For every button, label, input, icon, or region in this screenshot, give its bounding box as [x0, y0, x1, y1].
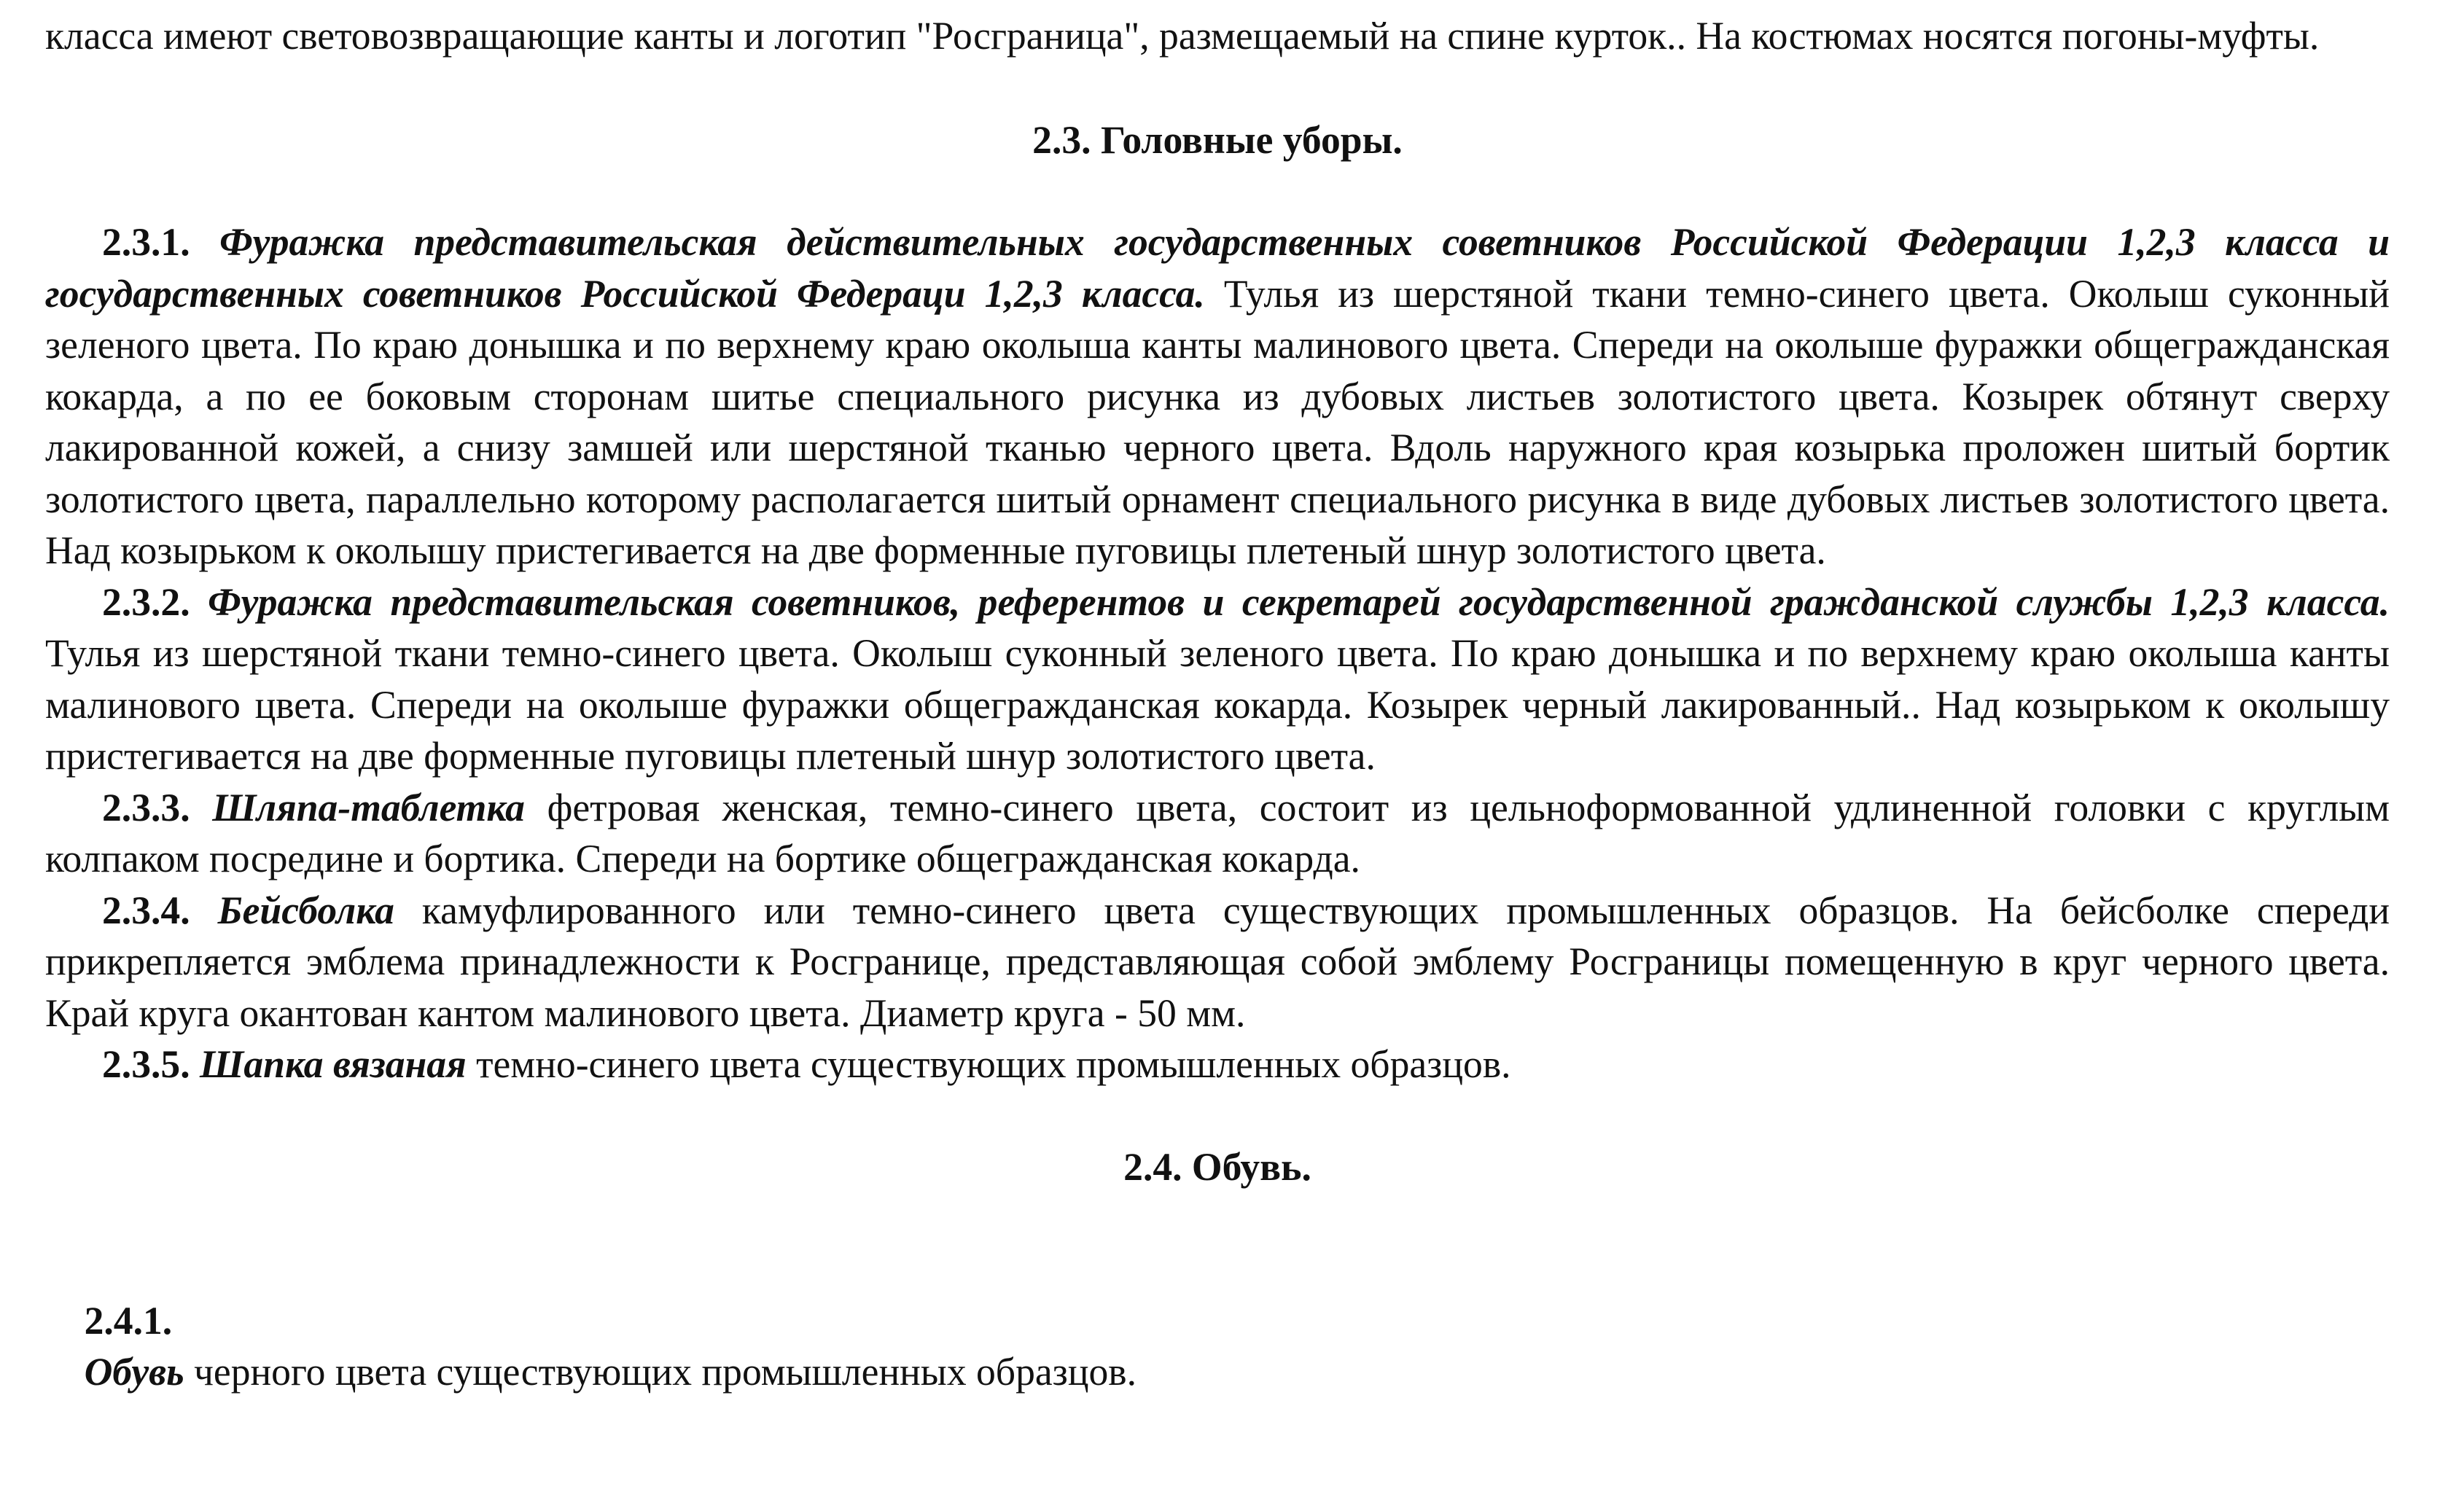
clause-number: 2.3.1. — [102, 220, 190, 264]
paragraph-2-3-3 — [45, 782, 2390, 885]
clause-text: фетровая женская, темно-синего цвета, состоит из цельноформованной удлиненной головки с круглым колпаком посредине и бортика. Спереди на бортике общегражданская кокарда. — [45, 785, 2390, 880]
section-heading-2-4: 2.4. Обувь. — [1123, 1144, 1311, 1189]
clause-number: 2.3.3. — [102, 785, 190, 829]
paragraph-2-3-2 — [45, 577, 2390, 782]
clause-text: Тулья из шерстяной ткани темно-синего цвета. Околыш суконный зеленого цвета. По краю донышка и по верхнему краю околыша канты малинового цвета. Спереди на околыше фуражки общегражданская кокарда. Козырек черный лакированный.. Над козырьком к околышу пристегивается на две форменные пуговицы плетеный шнур золотистого цвета. — [45, 631, 2390, 778]
clause-title: Фуражка представительская советников, референтов и секретарей государственной гражданской службы 1,2,3 класса. — [208, 579, 2390, 624]
clause-text: камуфлированного или темно-синего цвета существующих промышленных образцов. На бейсболке спереди прикрепляется эмблема принадлежности к Росгранице, представляющая собой эмблему Росграницы помещенную в круг черного цвета. Край круга окантован кантом малинового цвета. Диаметр круга - 50 мм. — [45, 888, 2390, 1035]
clause-number: 2.3.4. — [102, 888, 190, 932]
clause-text: темно-синего цвета существующих промышленных образцов. — [476, 1042, 1511, 1086]
clause-title: Бейсболка — [217, 888, 394, 932]
clause-title: Фуражка представительская действительных государственных советников Российской Федерации 1,2,3 класса и государственных советников Российской Федераци 1,2,3 класса. — [45, 220, 2390, 316]
paragraph-2-3-4 — [45, 885, 2390, 1039]
clause-number: 2.3.2. — [102, 579, 190, 624]
clause-title: Обувь — [84, 1350, 184, 1394]
document-page — [45, 10, 2390, 1449]
paragraph-2-3-1 — [45, 216, 2390, 577]
clause-number: 2.3.5. — [102, 1042, 190, 1086]
intro-paragraph: класса имеют световозвращающие канты и логотип "Росграница", размещаемый на спине курток.. На костюмах носятся погоны-муфты. — [45, 14, 2320, 58]
clause-number: 2.4.1. — [84, 1298, 173, 1343]
spacer — [45, 62, 2390, 114]
spacer — [45, 1090, 2390, 1141]
clause-title: Шляпа-таблетка — [212, 785, 525, 829]
section-heading-2-3: 2.3. Головные уборы. — [1032, 117, 1403, 162]
paragraph-2-3-5 — [45, 1039, 2390, 1090]
clause-title: Шапка вязаная — [200, 1042, 467, 1086]
spacer — [45, 165, 2390, 216]
paragraph-2-4-1 — [45, 1243, 2390, 1449]
clause-text: Тулья из шерстяной ткани темно-синего цвета. Околыш суконный зеленого цвета. По краю донышка и по верхнему краю околыша канты малинового цвета. Спереди на околыше фуражки общегражданская кокарда, а по ее боковым сторонам шитье специального рисунка из дубовых листьев золотистого цвета. Козырек обтянут сверху лакированной кожей, а снизу замшей или шерстяной тканью черного цвета. Вдоль наружного края козырька проложен шитый бортик золотистого цвета, параллельно которому располагается шитый орнамент специального рисунка в виде дубовых листьев золотистого цвета. Над козырьком к околышу пристегивается на две форменные пуговицы плетеный шнур золотистого цвета. — [45, 271, 2390, 572]
spacer — [45, 1192, 2390, 1243]
clause-text: черного цвета существующих промышленных образцов. — [184, 1350, 1137, 1394]
